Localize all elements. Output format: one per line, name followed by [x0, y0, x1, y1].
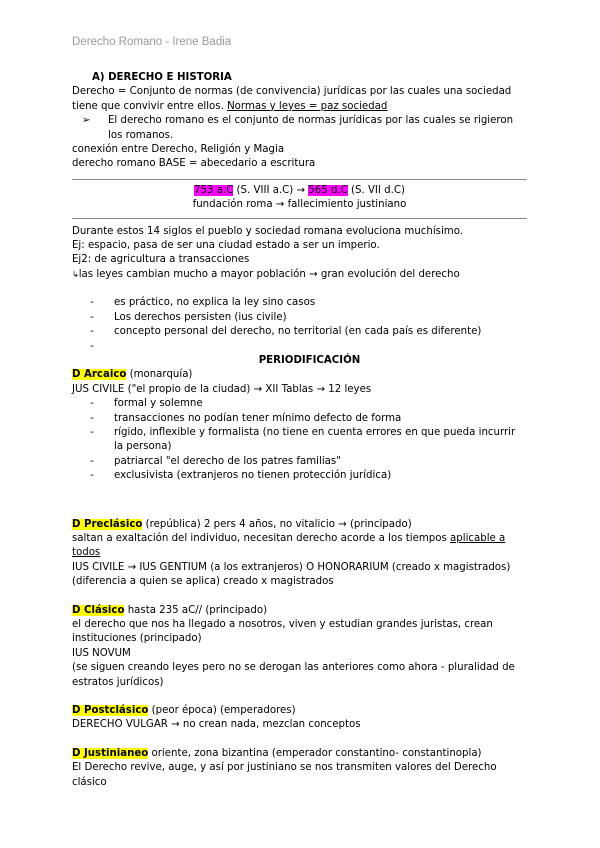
dash-marker: - — [90, 311, 94, 323]
period-heading: D Arcaico (monarquía) — [72, 369, 193, 381]
dash-marker: - — [90, 340, 94, 352]
text-line: instituciones (principado) — [72, 633, 202, 645]
text-line: IUS CIVILE → IUS GENTIUM (a los extranjeros) O HONORARIUM (creado x magistrados) — [72, 561, 511, 573]
list-item: - transacciones no podían tener mínimo defecto de forma — [72, 412, 527, 426]
dash-marker: - — [90, 470, 94, 482]
timeline-end: 565 d.C — [308, 184, 348, 196]
arrow-bullet-icon: ➢ — [82, 115, 91, 127]
period-heading: D Preclásico (república) 2 pers 4 años, no vitalicio → (principado) — [72, 518, 412, 530]
text-line: estratos jurídicos) — [72, 676, 164, 688]
period-heading: D Clásico hasta 235 aC// (principado) — [72, 604, 268, 616]
text-line: clásico — [72, 776, 107, 788]
period-label: D Clásico — [72, 604, 125, 616]
dash-marker: - — [90, 326, 94, 338]
text-line: DERECHO VULGAR → no crean nada, mezclan conceptos — [72, 719, 361, 731]
dash-marker: - — [90, 398, 94, 410]
text-line: Derecho = Conjunto de normas (de convivencia) jurídicas por las cuales una sociedad — [72, 86, 512, 98]
document-header: Derecho Romano - Irene Badia — [72, 36, 232, 48]
list-item: - Los derechos persisten (ius civile) — [72, 311, 527, 325]
text-line: saltan a exaltación del individuo, necesitan derecho acorde a los tiempos aplicable a — [72, 532, 506, 544]
text-line: Durante estos 14 siglos el pueblo y sociedad romana evoluciona muchísimo. — [72, 225, 464, 237]
text-line: El Derecho revive, auge, y así por justiniano se nos transmiten valores del Derecho — [72, 762, 497, 774]
period-label: D Postclásico — [72, 705, 149, 717]
dash-marker: - — [90, 412, 94, 424]
list-item: - rígido, inflexible y formalista (no tiene en cuenta errores en que pueda incurrir la persona) — [90, 426, 516, 453]
text-line: JUS CIVILE ("el propio de la ciudad) → XII Tablas → 12 leyes — [72, 383, 372, 395]
return-arrow-icon: ↳ — [72, 269, 79, 279]
period-heading: D Postclásico (peor época) (emperadores) — [72, 705, 296, 717]
dash-marker: - — [90, 297, 94, 309]
section-title: A) DERECHO E HISTORIA — [92, 72, 232, 83]
text-line: derecho romano BASE = abecedario a escritura — [72, 158, 316, 170]
period-label: D Justinianeo — [72, 747, 149, 759]
divider — [72, 218, 527, 219]
list-item: - concepto personal del derecho, no territorial (en cada país es diferente) — [72, 325, 527, 339]
section-title: PERIODIFICACIÓN — [258, 354, 361, 366]
list-item: - exclusivista (extranjeros no tienen protección jurídica) — [72, 469, 527, 483]
document-body — [72, 71, 527, 790]
list-item: - formal y solemne — [72, 397, 527, 411]
text-line: conexión entre Derecho, Religión y Magia — [72, 144, 285, 156]
dash-marker: - — [90, 455, 94, 467]
underlined-text: Normas y leyes = paz sociedad — [227, 100, 388, 112]
text-line: Ej2: de agricultura a transacciones — [72, 254, 250, 266]
text-line: IUS NOVUM — [72, 647, 131, 659]
list-item: - patriarcal "el derecho de los patres familias" — [72, 455, 527, 469]
text-line: todos — [72, 547, 101, 559]
bullet-item: ➢ El derecho romano es el conjunto de normas jurídicas por las cuales se rigieron — [72, 114, 527, 128]
text-line: tiene que convivir entre ellos. Normas y leyes = paz sociedad — [72, 100, 388, 112]
text-line: el derecho que nos ha llegado a nosotros, viven y estudian grandes juristas, crean — [72, 619, 493, 630]
dash-marker: - — [90, 426, 94, 438]
text-line: (diferencia a quien se aplica) creado x magistrados — [72, 576, 334, 588]
bullet-item-cont: los romanos. — [108, 129, 174, 141]
text-line: (se siguen creando leyes pero no se derogan las anteriores como ahora - pluralidad de — [72, 662, 515, 674]
timeline-caption: fundación roma → fallecimiento justiniano — [192, 199, 407, 211]
period-label: D Arcaico — [72, 369, 127, 381]
period-heading: D Justinianeo oriente, zona bizantina (emperador constantino- constantinopla) — [72, 747, 482, 759]
timeline-start: 753 a.C — [194, 184, 234, 196]
text-line: Ej: espacio, pasa de ser una ciudad estado a ser un imperio. — [72, 240, 380, 252]
list-item: - es práctico, no explica la ley sino casos — [72, 296, 527, 310]
text-line: ↳las leyes cambian mucho a mayor población → gran evolución del derecho — [72, 268, 460, 280]
period-label: D Preclásico — [72, 518, 143, 530]
divider — [72, 179, 527, 180]
timeline-dates: 753 a.C (S. VIII a.C) → 565 d.C (S. VII d.C) — [194, 184, 405, 196]
list-item — [72, 340, 527, 354]
